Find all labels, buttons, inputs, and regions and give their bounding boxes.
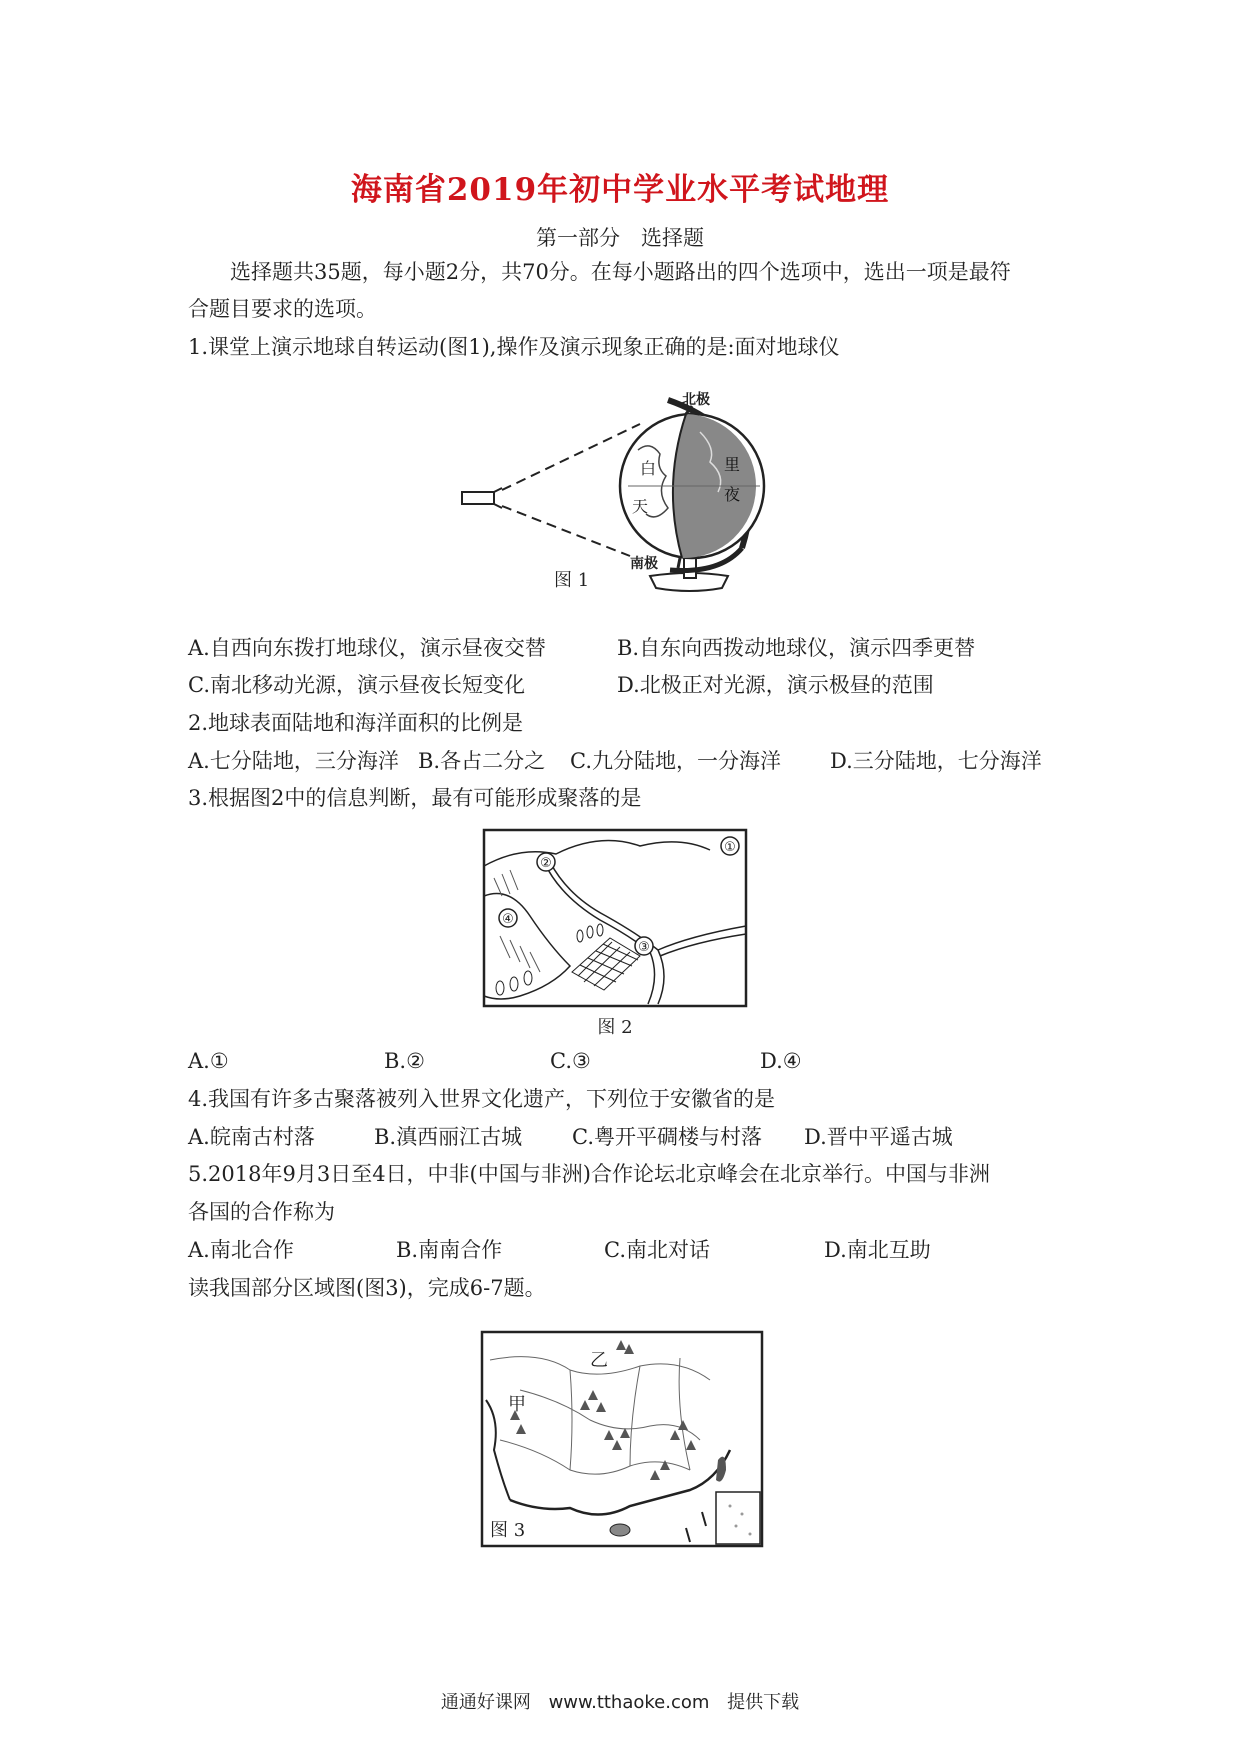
south-pole-label: 南极 (630, 556, 658, 572)
footer (0, 1688, 1240, 1714)
footer-url[interactable]: www.tthaoke.com (548, 1692, 710, 1713)
figure-3-caption: 图 3 (490, 1520, 526, 1541)
section-heading: 第一部分 选择题 (536, 226, 704, 250)
q5-stem-line-2: 各国的合作称为 (188, 1200, 335, 1224)
q2-option-d: D.三分陆地，七分海洋 (830, 749, 1042, 773)
q2-option-b: B.各占二分之 (418, 749, 546, 773)
q5-option-a: A.南北合作 (188, 1238, 294, 1262)
q4-option-c: C.粤开平碉楼与村落 (572, 1125, 762, 1149)
q1-option-a: A.自西向东拨打地球仪，演示昼夜交替 (188, 636, 546, 660)
figure-3-region-map (480, 1330, 764, 1548)
marker-4: ④ (502, 912, 514, 927)
north-pole-label: 北极 (682, 392, 710, 408)
q5-option-b: B.南南合作 (396, 1238, 503, 1262)
q1-option-b: B.自东向西拨动地球仪，演示四季更替 (617, 636, 976, 660)
q5-option-d: D.南北互助 (824, 1238, 931, 1262)
q4-option-a: A.皖南古村落 (188, 1125, 315, 1149)
label-yi: 乙 (590, 1350, 608, 1371)
figure-1-caption: 图 1 (554, 570, 590, 591)
q3-stem: 3.根据图2中的信息判断，最有可能形成聚落的是 (188, 786, 642, 810)
footer-site-name: 通通好课网 (440, 1692, 531, 1713)
night-label-1: 里 (724, 455, 741, 474)
q3-option-d: D.④ (760, 1049, 802, 1073)
q1-option-d: D.北极正对光源，演示极昼的范围 (617, 673, 934, 697)
figure-2-settlement-map (480, 826, 750, 1040)
q4-option-b: B.滇西丽江古城 (374, 1125, 523, 1149)
q5-stem-line-1: 5.2018年9月3日至4日，中非(中国与非洲)合作论坛北京峰会在北京举行。中国与非洲 (188, 1162, 990, 1186)
footer-suffix: 提供下载 (727, 1692, 800, 1713)
q5-option-c: C.南北对话 (604, 1238, 710, 1262)
instructions-line-1: 选择题共35题，每小题2分，共70分。在每小题路出的四个选项中，选出一项是最符 (230, 260, 1011, 284)
instructions-line-2: 合题目要求的选项。 (188, 297, 377, 321)
q3-option-a: A.① (188, 1049, 229, 1073)
q3-option-c: C.③ (550, 1049, 591, 1073)
marker-3: ③ (638, 940, 650, 955)
night-label-2: 夜 (724, 485, 741, 504)
figure-1-globe (460, 388, 800, 598)
q2-option-c: C.九分陆地，一分海洋 (570, 749, 781, 773)
page-title: 海南省2019年初中学业水平考试地理 (350, 172, 890, 208)
marker-1: ① (724, 840, 736, 855)
q2-stem: 2.地球表面陆地和海洋面积的比例是 (188, 711, 524, 735)
q1-stem: 1.课堂上演示地球自转运动(图1),操作及演示现象正确的是:面对地球仪 (188, 335, 840, 359)
q6-7-intro: 读我国部分区域图(图3)，完成6-7题。 (188, 1276, 546, 1300)
q1-option-c: C.南北移动光源，演示昼夜长短变化 (188, 673, 525, 697)
q4-option-d: D.晋中平遥古城 (804, 1125, 953, 1149)
day-label-1: 白 (640, 459, 657, 478)
marker-2: ② (540, 856, 552, 871)
q3-option-b: B.② (384, 1049, 425, 1073)
label-jia: 甲 (508, 1394, 526, 1415)
figure-2-caption: 图 2 (597, 1017, 633, 1038)
q2-option-a: A.七分陆地，三分海洋 (188, 749, 399, 773)
day-label-2: 天 (632, 497, 649, 516)
q4-stem: 4.我国有许多古聚落被列入世界文化遗产，下列位于安徽省的是 (188, 1087, 776, 1111)
